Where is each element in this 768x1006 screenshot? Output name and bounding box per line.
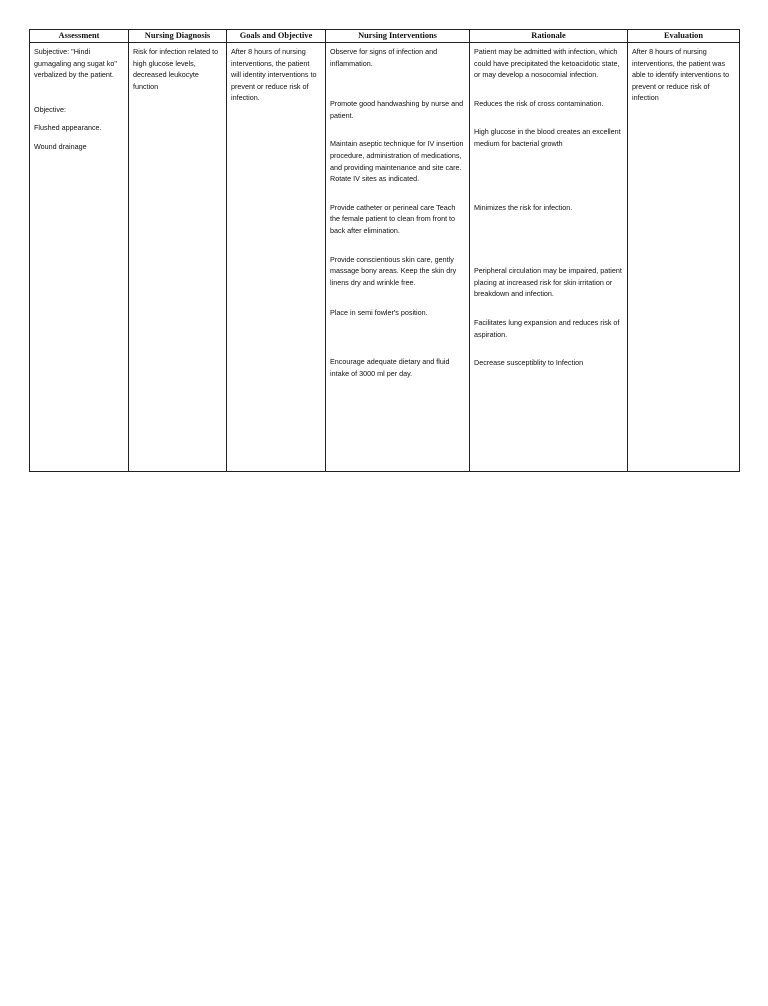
subjective-text: Subjective: "Hindi gumagaling ang sugat ko" verbalized by the patient. <box>34 47 117 80</box>
objective-item: Flushed appearance. <box>34 123 102 133</box>
table-row <box>30 43 740 472</box>
objective-item: Wound drainage <box>34 141 87 151</box>
list-item: Promote good handwashing by nurse and patient. <box>330 99 464 120</box>
goals-text: After 8 hours of nursing interventions, the patient will identity interventions to prevent or reduce risk of infection. <box>231 47 317 103</box>
list-item: Reduces the risk of cross contamination. <box>474 98 604 108</box>
header-row <box>30 30 740 43</box>
list-item: Maintain aseptic technique for IV insertion procedure, administration of medications, and providing maintenance and site care. Rotate IV sites as indicated. <box>330 139 464 184</box>
list-item: Place in semi fowler's position. <box>330 308 428 318</box>
diagnosis-text: Risk for infection related to high glucose levels, decreased leukocyte function <box>133 47 219 91</box>
list-item: Observe for signs of infection and inflammation. <box>330 47 438 68</box>
header-nursing-diagnosis: Nursing Diagnosis <box>129 30 227 43</box>
diagnosis-cell <box>129 43 227 472</box>
list-item: Decrease susceptiblity to Infection <box>474 358 584 368</box>
evaluation-text: After 8 hours of nursing interventions, the patient was able to identify interventions to prevent or reduce risk of infection <box>632 47 730 103</box>
list-item: Peripheral circulation may be impaired, patient placing at increased risk for skin irritation or breakdown and infection. <box>474 266 622 299</box>
header-evaluation: Evaluation <box>628 30 740 43</box>
header-nursing-interventions: Nursing Interventions <box>326 30 470 43</box>
evaluation-cell <box>628 43 740 472</box>
list-item: High glucose in the blood creates an excellent medium for bacterial growth <box>474 127 621 148</box>
list-item: Facilitates lung expansion and reduces risk of aspiration. <box>474 317 620 339</box>
goals-cell <box>227 43 326 472</box>
list-item: Provide conscientious skin care, gently massage bony areas. Keep the skin dry linens dry and wrinkle free. <box>330 254 457 287</box>
interventions-cell <box>326 43 470 472</box>
header-rationale: Rationale <box>470 30 628 43</box>
rationale-cell <box>470 43 628 472</box>
list-item: Provide catheter or perineal care Teach the female patient to clean from front to back after elimination. <box>330 202 456 235</box>
nursing-care-plan-table <box>29 29 740 472</box>
assessment-cell <box>30 43 129 472</box>
header-goals-objective: Goals and Objective <box>227 30 326 43</box>
list-item: Encourage adequate dietary and fluid intake of 3000 ml per day. <box>330 356 450 378</box>
header-assessment: Assessment <box>30 30 129 43</box>
list-item: Patient may be admitted with infection, which could have precipitated the ketoacidotic state, or may develop a nosocomial infection. <box>474 47 620 80</box>
objective-label: Objective: <box>34 104 66 114</box>
list-item: Minimizes the risk for infection. <box>474 202 573 212</box>
